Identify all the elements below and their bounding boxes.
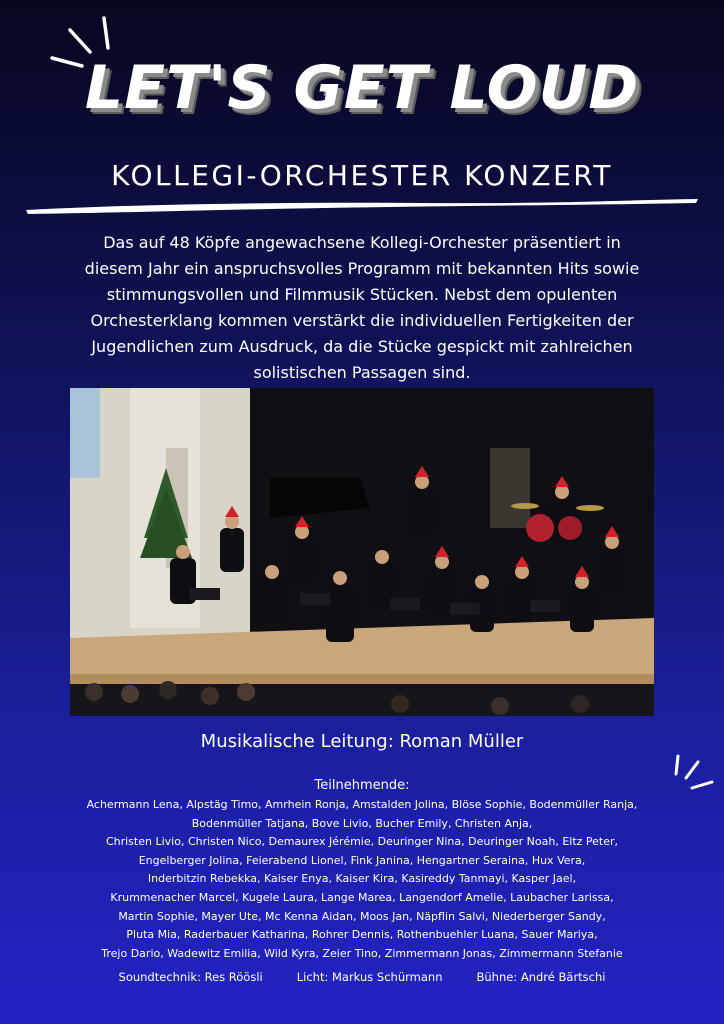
participants-line: Bodenmüller Tatjana, Bove Livio, Bucher Emily, Christen Anja, [191,816,533,830]
participants-line: Engelberger Jolina, Feierabend Lionel, Fink Janina, Hengartner Seraina, Hux Vera, [138,853,586,867]
description-line: diesem Jahr ein anspruchsvolles Programm mit bekannten Hits sowie [84,259,640,278]
conductor-credit: Musikalische Leitung: Roman Müller [200,731,524,752]
concert-description [40,230,684,386]
description-line: stimmungsvollen und Filmmusik Stücken. Nebst dem opulenten [106,285,618,304]
participants-line: Inderbitzin Rebekka, Kaiser Enya, Kaiser Kira, Kasireddy Tanmayi, Kasper Jael, [147,872,577,886]
stage-credit: Bühne: André Bärtschi [476,970,606,984]
sound-credit: Soundtechnik: Res Röösli [118,970,263,984]
poster-subtitle: KOLLEGI-ORCHESTER KONZERT [111,159,613,192]
participants-line: Achermann Lena, Alpstäg Timo, Amrhein Ronja, Amstalden Jolina, Blöse Sophie, Bodenmüller Ranja, [86,798,638,811]
participants-line: Martin Sophie, Mayer Ute, Mc Kenna Aidan, Moos Jan, Näpflin Salvi, Niederberger Sandy, [118,909,606,923]
orchestra-photo [70,388,654,716]
description-line: Jugendlichen zum Ausdruck, da die Stücke gespickt mit zahlreichen [91,337,633,356]
sparkle-lines-icon [668,752,718,798]
participants-line: Christen Livio, Christen Nico, Demaurex Jérémie, Deuringer Nina, Deuringer Noah, Eltz Peter, [105,835,619,849]
description-line: Das auf 48 Köpfe angewachsene Kollegi-Orchester präsentiert in [103,233,621,252]
poster-title: LET'S GET LOUD [84,53,640,123]
technical-credits [0,968,724,986]
participants-heading: Teilnehmende: [314,778,410,793]
light-credit: Licht: Markus Schürmann [296,970,443,984]
participants-list [30,796,694,963]
description-line: Orchesterklang kommen verstärkt die individuellen Fertigkeiten der [90,311,634,330]
participants-line: Pluta Mia, Raderbauer Katharina, Rohrer Dennis, Rothenbuehler Luana, Sauer Mariya, [126,928,598,942]
description-line: solistischen Passagen sind. [253,363,471,382]
participants-line: Krummenacher Marcel, Kugele Laura, Lange Marea, Langendorf Amelie, Laubacher Larissa, [110,890,614,904]
brush-stroke-divider [24,196,700,218]
participants-line: Trejo Dario, Wadewitz Emilia, Wild Kyra, Zeier Tino, Zimmermann Jonas, Zimmermann Stefanie [101,946,623,960]
